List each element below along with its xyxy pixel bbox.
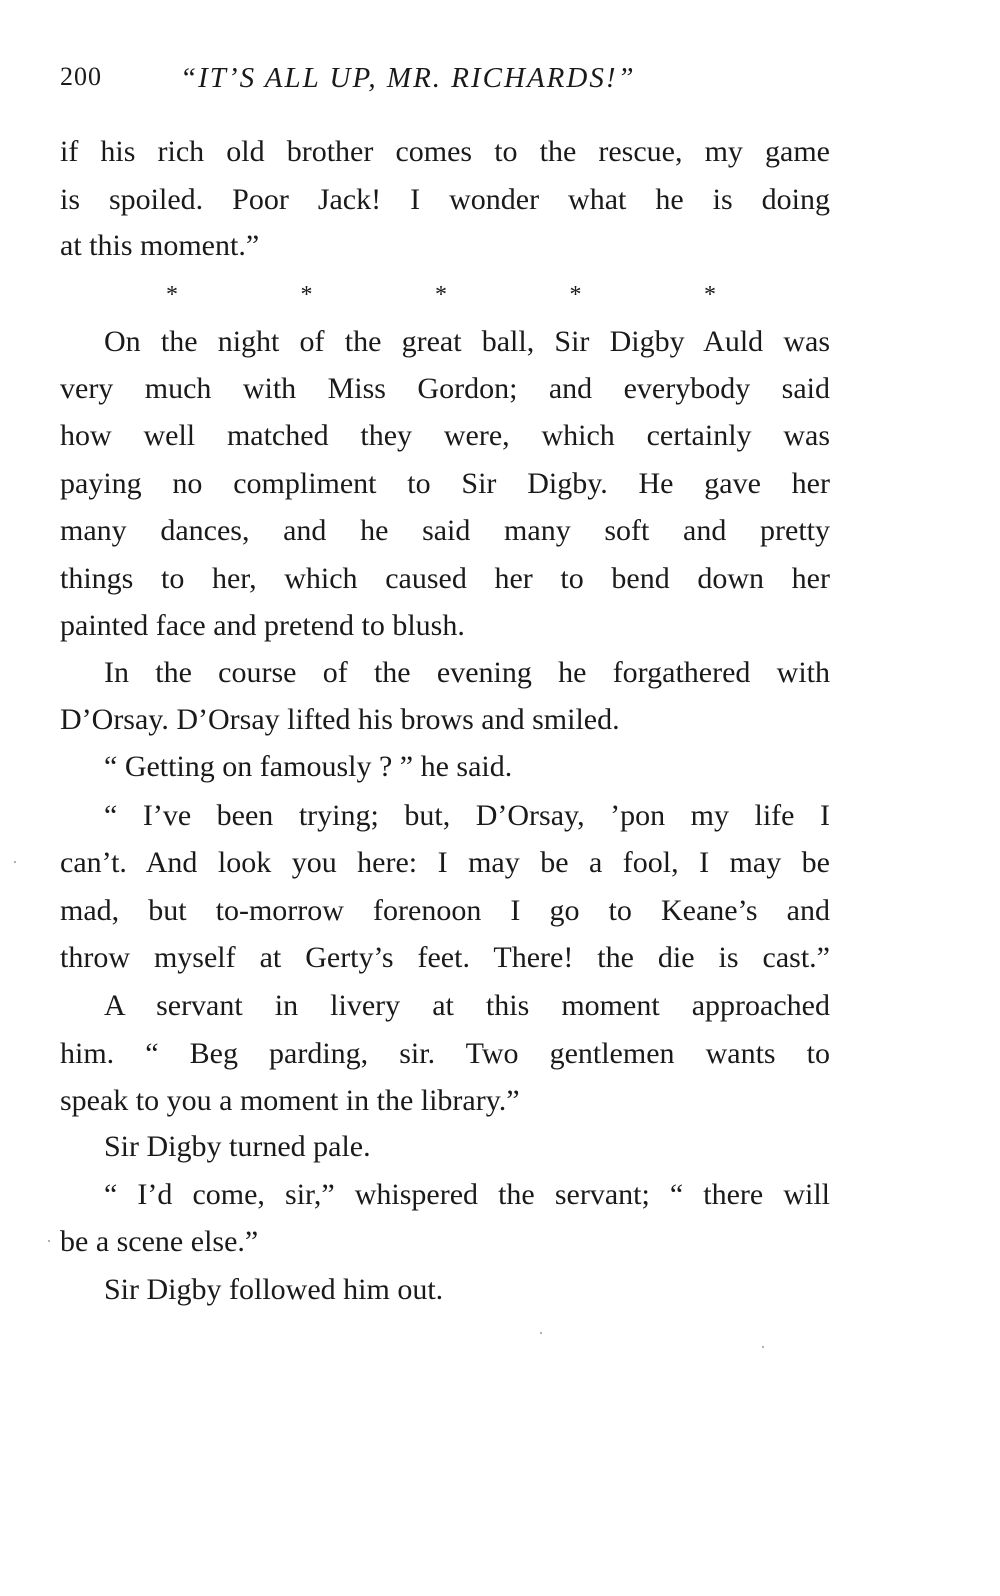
separator-star: * xyxy=(300,282,313,308)
text-line: throw myself at Gerty’s feet. There! the die is cast.” xyxy=(60,941,830,974)
text-line: be a scene else.” xyxy=(60,1225,259,1258)
text-line: paying no compliment to Sir Digby. He gave her xyxy=(60,467,830,500)
text-line: “ I’d come, sir,” whispered the servant; “ there will xyxy=(104,1178,830,1211)
text-line: very much with Miss Gordon; and everybody said xyxy=(60,372,830,405)
text-line: D’Orsay. D’Orsay lifted his brows and smiled. xyxy=(60,703,620,736)
text-line: speak to you a moment in the library.” xyxy=(60,1084,520,1117)
text-line: many dances, and he said many soft and pretty xyxy=(60,514,830,547)
scan-speck xyxy=(14,861,16,863)
scan-speck xyxy=(48,1240,50,1242)
text-line: mad, but to-morrow forenoon I go to Keane’s and xyxy=(60,894,830,927)
separator-star: * xyxy=(704,282,716,308)
text-line: A servant in livery at this moment approached xyxy=(104,989,830,1022)
text-line: can’t. And look you here: I may be a fool, I may be xyxy=(60,846,830,879)
text-line: things to her, which caused her to bend down her xyxy=(60,562,830,595)
text-line: is spoiled. Poor Jack! I wonder what he is doing xyxy=(60,183,830,216)
scan-speck xyxy=(762,1346,764,1348)
text-line: Sir Digby turned pale. xyxy=(104,1130,371,1163)
text-line: “ I’ve been trying; but, D’Orsay, ’pon my life I xyxy=(104,799,830,832)
text-line: In the course of the evening he forgathered with xyxy=(104,656,830,689)
text-line: Sir Digby followed him out. xyxy=(104,1273,444,1306)
text-line: him. “ Beg parding, sir. Two gentlemen wants to xyxy=(60,1037,830,1070)
separator-star: * xyxy=(569,282,582,308)
running-head: “IT’S ALL UP, MR. RICHARDS!” xyxy=(180,62,636,94)
text-line: if his rich old brother comes to the rescue, my game xyxy=(60,135,830,168)
section-separator xyxy=(166,282,716,312)
separator-star: * xyxy=(166,282,178,308)
text-line: at this moment.” xyxy=(60,229,260,262)
text-line: “ Getting on famously ? ” he said. xyxy=(104,750,513,783)
separator-star: * xyxy=(435,282,447,308)
page-header xyxy=(60,62,840,102)
text-line: On the night of the great ball, Sir Digby Auld was xyxy=(104,325,830,358)
text-line: how well matched they were, which certainly was xyxy=(60,419,830,452)
scan-speck xyxy=(540,1332,542,1334)
page-number: 200 xyxy=(60,62,102,91)
text-line: painted face and pretend to blush. xyxy=(60,609,465,642)
